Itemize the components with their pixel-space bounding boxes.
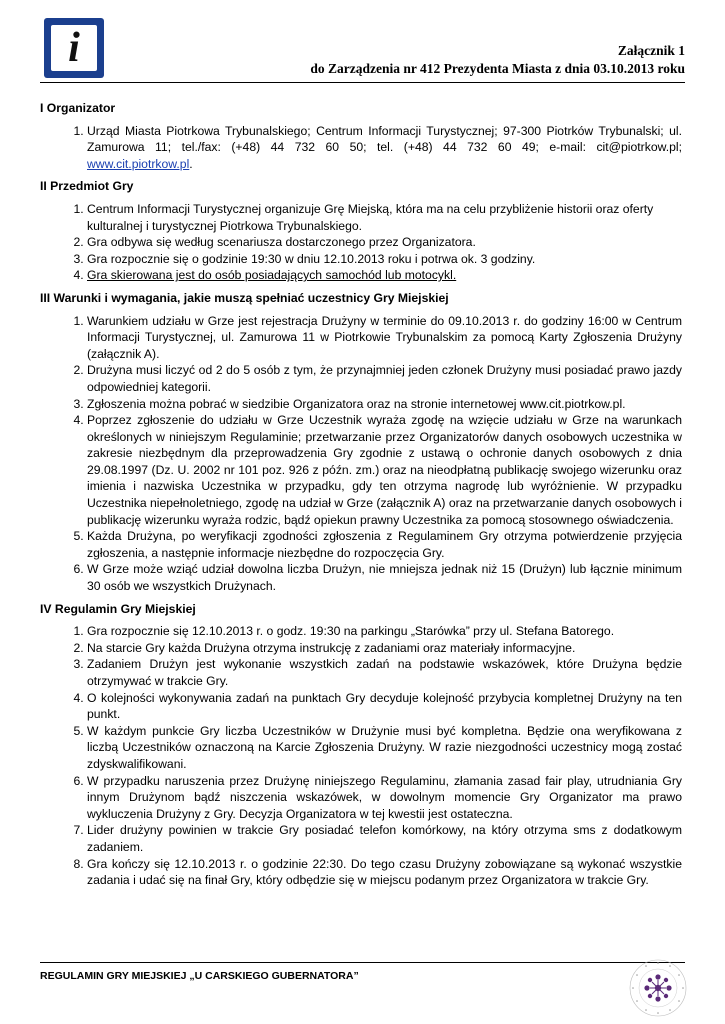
header-divider [40, 82, 685, 83]
header-attachment-info [310, 42, 685, 78]
document-body [40, 100, 682, 895]
list-item-text: Gra skierowana jest do osób posiadających samochód lub motocykl. [87, 268, 457, 283]
list-item [87, 528, 682, 561]
list-item-text: Urząd Miasta Piotrkowa Trybunalskiego; Centrum Informacji Turystycznej; 97-300 Piotrków Trybunalski; ul. Zamurowa 11; tel./fax: (+48) 44 732 60 50; tel. (+48) 44 732 60 49; e-mail: cit@piotrkow.pl; [87, 123, 682, 155]
list-item-text: Gra rozpocznie się o godzinie 19:30 w dniu 12.10.2013 roku i potrwa ok. 3 godziny. [87, 251, 536, 266]
list-item-text: Na starcie Gry każda Drużyna otrzyma instrukcję z zadaniami oraz materiały informacyjne. [87, 640, 576, 655]
list-item [87, 640, 682, 657]
list-item-text: Gra rozpocznie się 12.10.2013 r. o godz. 19:30 na parkingu „Starówka” przy ul. Stefana Batorego. [87, 624, 615, 639]
section-organizer [40, 100, 682, 172]
list-item-text: Każda Drużyna, po weryfikacji zgodności zgłoszenia z Regulaminem Gry otrzyma potwierdzenie przyjęcia zgłoszenia, a następnie informacje niezbędne do rozpoczęcia Gry. [87, 529, 682, 560]
multicultural-route-seal-icon [628, 958, 688, 1018]
footer-title: REGULAMIN GRY MIEJSKIEJ „U CARSKIEGO GUBERNATORA” [40, 970, 359, 982]
list-item-text: Drużyna musi liczyć od 2 do 5 osób z tym, że przynajmniej jeden członek Drużyny musi posiadać prawo jazdy odpowiedniej kategorii. [87, 363, 682, 394]
list-item-text: Gra odbywa się według scenariusza dostarczonego przez Organizatora. [87, 235, 476, 250]
list-item-text: Centrum Informacji Turystycznej organizuje Grę Miejską, która ma na celu przybliżenie historii oraz oferty kulturalnej i turystycznej Piotrkowa Trybunalskiego. [87, 201, 654, 233]
list-item [87, 234, 682, 251]
section-title: I Organizator [40, 101, 116, 115]
list-item [87, 856, 682, 889]
list-item [87, 412, 682, 528]
ordinance-label: do Zarządzenia nr 412 Prezydenta Miasta z dnia 03.10.2013 roku [310, 61, 685, 76]
list-item [87, 362, 682, 395]
list-item-text: Lider drużyny powinien w trakcie Gry posiadać telefon komórkowy, na który otrzyma sms z dodatkowym zadaniem. [87, 823, 682, 854]
list-item [87, 723, 682, 773]
section-title: II Przedmiot Gry [40, 179, 134, 194]
list-item [87, 123, 682, 173]
section-list [40, 313, 682, 595]
list-item [87, 251, 682, 268]
list-item-suffix: . [189, 156, 193, 171]
website-link[interactable]: www.cit.piotrkow.pl [87, 156, 190, 171]
list-item-text: Warunkiem udziału w Grze jest rejestracja Drużyny w terminie do 09.10.2013 r. do godziny 16:00 w Centrum Informacji Turystycznej, ul. Zamurowa 11 w Piotrkowie Trybunalskim za pomocą Karty Zgłoszenia Drużyny (załącznik A). [87, 313, 682, 361]
list-item [87, 822, 682, 855]
list-item [87, 561, 682, 594]
attachment-label: Załącznik 1 [617, 43, 685, 58]
section-game-subject [40, 178, 682, 284]
section-title: IV Regulamin Gry Miejskiej [40, 601, 196, 616]
section-list [40, 123, 682, 173]
list-item [87, 313, 682, 363]
list-item [87, 656, 682, 689]
section-list [40, 201, 682, 284]
list-item [87, 201, 682, 234]
list-item [87, 690, 682, 723]
list-item [87, 623, 682, 640]
list-item-text: O kolejności wykonywania zadań na punktach Gry decyduje kolejność przybycia kompletnej Drużyny na ten punkt. [87, 690, 682, 722]
list-item-text: Gra kończy się 12.10.2013 r. o godzinie 22:30. Do tego czasu Drużyny zobowiązane są wykonać wszystkie zadania i udać się na finał Gry, który odbędzie się w miejscu podanym przez Organizatora w trakcie Gry. [87, 856, 682, 888]
list-item [87, 773, 682, 823]
footer-divider [40, 962, 685, 963]
list-item-text: Poprzez zgłoszenie do udziału w Grze Uczestnik wyraża zgodę na wzięcie udziału w Grze na warunkach określonych w niniejszym Regulaminie; przetwarzanie przez Organizatorów danych osobowych uczestnika w zakresie niezbędnym dla przeprowadzenia Gry zgodnie z ustawą o ochronie danych osobowych z dnia 29.08.1997 (Dz. U. 2002 nr 101 poz. 926 z późn. zm.) oraz na nieodpłatną publikację swojego wizerunku oraz imienia i nazwiska Uczestnika w przypadku, gdy ten otrzyma nagrodę lub wyróżnienie. W przypadku Uczestnika niepełnoletniego, zgodę na udział w Grze (załącznik A) oraz na przetwarzanie danych osobowych i publikację wizerunku wyraża rodzic, bądź opiekun prawny Uczestnika za pomocą stosownego oświadczenia. [87, 413, 682, 527]
info-logo-icon [44, 18, 104, 78]
section-requirements [40, 290, 682, 595]
list-item [87, 396, 682, 413]
section-title: III Warunki i wymagania, jakie muszą spełniać uczestnicy Gry Miejskiej [40, 290, 449, 305]
section-rules [40, 601, 682, 889]
list-item-text: Zadaniem Drużyn jest wykonanie wszystkich zadań na podstawie wskazówek, które Drużyna będzie otrzymywać w trakcie Gry. [87, 657, 682, 688]
info-logo-letter: i [51, 25, 97, 71]
list-item [87, 267, 682, 284]
section-list [40, 623, 682, 889]
list-item-text: W każdym punkcie Gry liczba Uczestników w Drużynie musi być kompletna. Będzie ona weryfikowana z liczbą Uczestników oznaczoną na Karcie Zgłoszenia Drużyny. W razie niezgodności uczestnicy mogą zostać zdyskwalifikowani. [87, 723, 682, 771]
list-item-text: W przypadku naruszenia przez Drużynę niniejszego Regulaminu, złamania zasad fair play, utrudniania Gry innym Drużynom bądź niszczenia wskazówek, w dowolnym momencie Gry Organizator ma prawo wykluczenia Drużyny z Gry. Decyzja Organizatora w tej kwestii jest ostateczna. [87, 773, 682, 821]
list-item-text: Zgłoszenia można pobrać w siedzibie Organizatora oraz na stronie internetowej www.cit.piotrkow.pl. [87, 396, 626, 411]
list-item-text: W Grze może wziąć udział dowolna liczba Drużyn, nie mniejsza jednak niż 15 (Drużyn) lub łącznie minimum 30 osób we wszystkich Drużynach. [87, 562, 682, 594]
